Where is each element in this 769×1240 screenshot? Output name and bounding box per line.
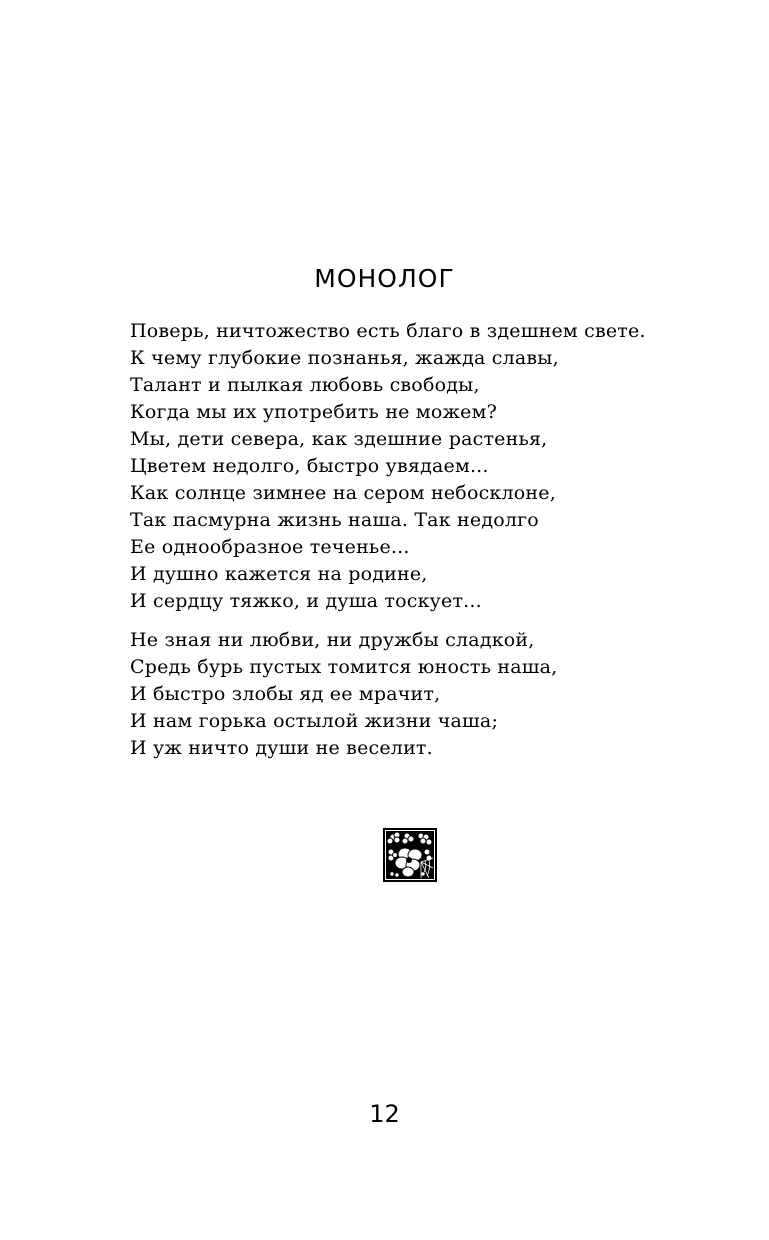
poem-line: Так пасмурна жизнь наша. Так недолго	[130, 509, 539, 531]
poem-title: МОНОЛОГ	[314, 264, 455, 293]
poem-line: И сердцу тяжко, и душа тоскует...	[130, 590, 482, 612]
poem-line: Не зная ни любви, ни дружбы сладкой,	[130, 629, 535, 651]
poem-line: Ее однообразное теченье...	[130, 536, 410, 558]
poem-line: Когда мы их употребить не можем?	[130, 401, 497, 423]
poem-line: И уж ничто души не веселит.	[130, 737, 433, 759]
poem-line: Средь бурь пустых томится юность наша,	[130, 656, 558, 678]
poem-stanza-1	[130, 318, 646, 615]
poem-line: Цветем недолго, быстро увядаем...	[130, 455, 489, 477]
poem-line: Мы, дети севера, как здешние растенья,	[130, 428, 548, 450]
poem-line: И нам горька остылой жизни чаша;	[130, 710, 499, 732]
poem-line: Поверь, ничтожество есть благо в здешнем свете.	[130, 320, 646, 342]
poem-line: И быстро злобы яд ее мрачит,	[130, 683, 441, 705]
poem-line: Как солнце зимнее на сером небосклоне,	[130, 482, 556, 504]
poem-stanza-2	[130, 627, 557, 762]
poem-line: И душно кажется на родине,	[130, 563, 428, 585]
page-number: 12	[369, 1100, 400, 1128]
poem-line: К чему глубокие познанья, жажда славы,	[130, 347, 559, 369]
floral-vignette-icon	[383, 828, 437, 882]
poem-line: Талант и пылкая любовь свободы,	[130, 374, 480, 396]
